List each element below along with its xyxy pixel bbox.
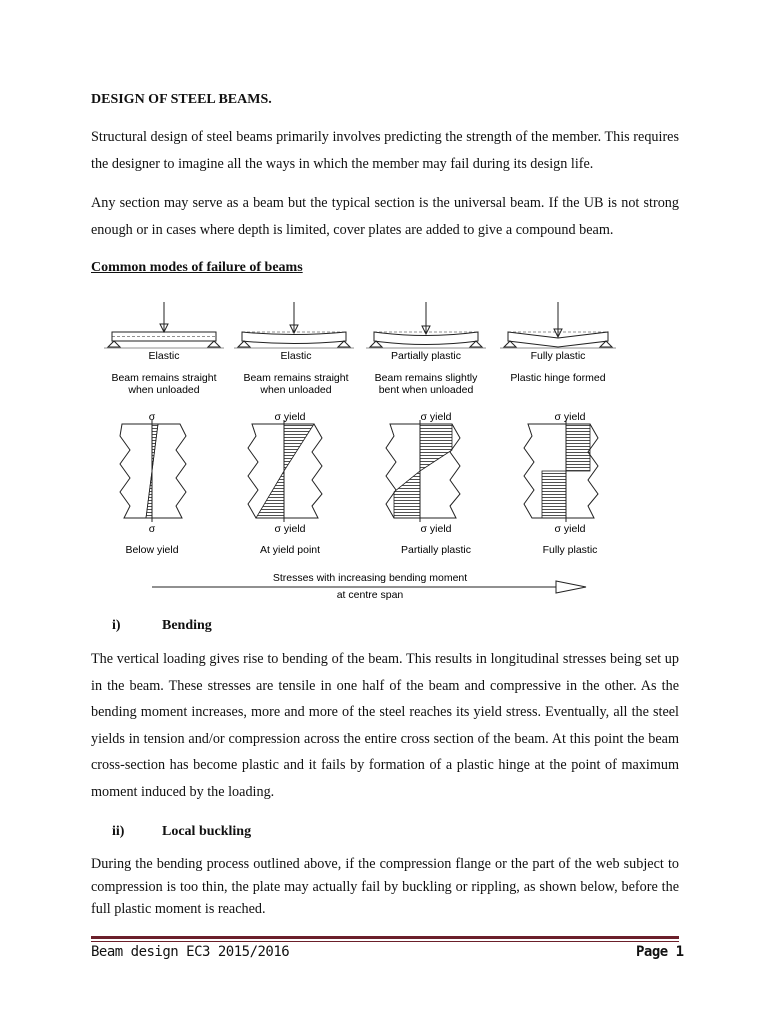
footer-page-number: Page 1 bbox=[636, 944, 684, 960]
arrow-head-icon bbox=[556, 581, 586, 593]
arrow-caption-line1: Stresses with increasing bending moment bbox=[272, 572, 468, 584]
beam-diagram-partially-plastic bbox=[366, 302, 486, 348]
stress-2-caption: At yield point bbox=[259, 544, 321, 556]
stress-3-top-label: σ yield bbox=[420, 411, 452, 423]
stress-4-top-label: σ yield bbox=[554, 411, 586, 423]
section-1-number: i) bbox=[112, 618, 121, 633]
beam-4-desc-line1: Plastic hinge formed bbox=[510, 372, 606, 384]
beam-diagram-fully-plastic bbox=[500, 302, 616, 348]
stress-diagram-fully-plastic bbox=[524, 420, 598, 522]
beam-2-desc-line2: when unloaded bbox=[260, 384, 332, 396]
failure-modes-figure bbox=[100, 292, 640, 608]
beam-2-desc-line1: Beam remains straight bbox=[243, 372, 349, 384]
footer-rule-thick bbox=[91, 936, 679, 939]
arrow-caption-line2: at centre span bbox=[336, 589, 404, 601]
beam-2-state: Elastic bbox=[280, 350, 312, 362]
beam-1-desc-line2: when unloaded bbox=[128, 384, 200, 396]
beam-diagram-elastic-1 bbox=[104, 302, 224, 348]
stress-1-top-label: σ bbox=[148, 411, 156, 423]
section-types-paragraph: Any section may serve as a beam but the typical section is the universal beam. If the UB is not strong enough or in cases where depth is limited, cover plates are added to give a compound beam. bbox=[91, 195, 679, 238]
stress-diagram-below-yield bbox=[120, 420, 186, 522]
bending-paragraph: The vertical loading gives rise to bending of the beam. This results in longitudinal stresses being set up in the beam. These stresses are tensile in one half of the beam and compressive in the other. As the bending moment increases, more and more of the steel reaches its yield stress. Eventually, all the steel yields in tension and/or compression across the entire cross section of the beam. At this point the beam cross-section has become plastic and it fails by formation of a plastic hinge at the point of maximum moment induced by the loading. bbox=[91, 651, 679, 800]
beam-3-state: Partially plastic bbox=[390, 350, 462, 362]
stress-4-caption: Fully plastic bbox=[542, 544, 598, 556]
section-2-number: ii) bbox=[112, 824, 125, 839]
stress-3-bottom-label: σ yield bbox=[420, 523, 452, 535]
stress-2-bottom-label: σ yield bbox=[274, 523, 306, 535]
beam-diagram-elastic-2 bbox=[234, 302, 354, 348]
stress-1-bottom-label: σ bbox=[148, 523, 156, 535]
stress-1-caption: Below yield bbox=[125, 544, 179, 556]
modes-heading: Common modes of failure of beams bbox=[91, 260, 303, 275]
beam-3-desc-line1: Beam remains slightly bbox=[374, 372, 478, 384]
stress-diagram-partially-plastic bbox=[386, 420, 460, 522]
stress-2-top-label: σ yield bbox=[274, 411, 306, 423]
local-buckling-paragraph: During the bending process outlined above, if the compression flange or the part of the web subject to compression is too thin, the plate may actually fail by buckling or rippling, as shown below, before the full plastic moment is reached. bbox=[91, 856, 679, 917]
beam-1-desc-line1: Beam remains straight bbox=[111, 372, 217, 384]
page-title: DESIGN OF STEEL BEAMS. bbox=[91, 92, 272, 107]
beam-4-state: Fully plastic bbox=[530, 350, 586, 362]
beam-3-desc-line2: bent when unloaded bbox=[378, 384, 474, 396]
stress-4-bottom-label: σ yield bbox=[554, 523, 586, 535]
intro-paragraph: Structural design of steel beams primarily involves predicting the strength of the member. This requires the designer to imagine all the ways in which the member may fail during its design life. bbox=[91, 129, 679, 172]
beam-1-state: Elastic bbox=[148, 350, 180, 362]
section-2-title: Local buckling bbox=[162, 824, 252, 839]
footer-rule-thin bbox=[91, 941, 679, 942]
footer-course-label: Beam design EC3 2015/2016 bbox=[91, 944, 290, 960]
stress-diagram-at-yield-point bbox=[248, 420, 322, 522]
stress-3-caption: Partially plastic bbox=[400, 544, 472, 556]
section-1-title: Bending bbox=[162, 618, 212, 633]
